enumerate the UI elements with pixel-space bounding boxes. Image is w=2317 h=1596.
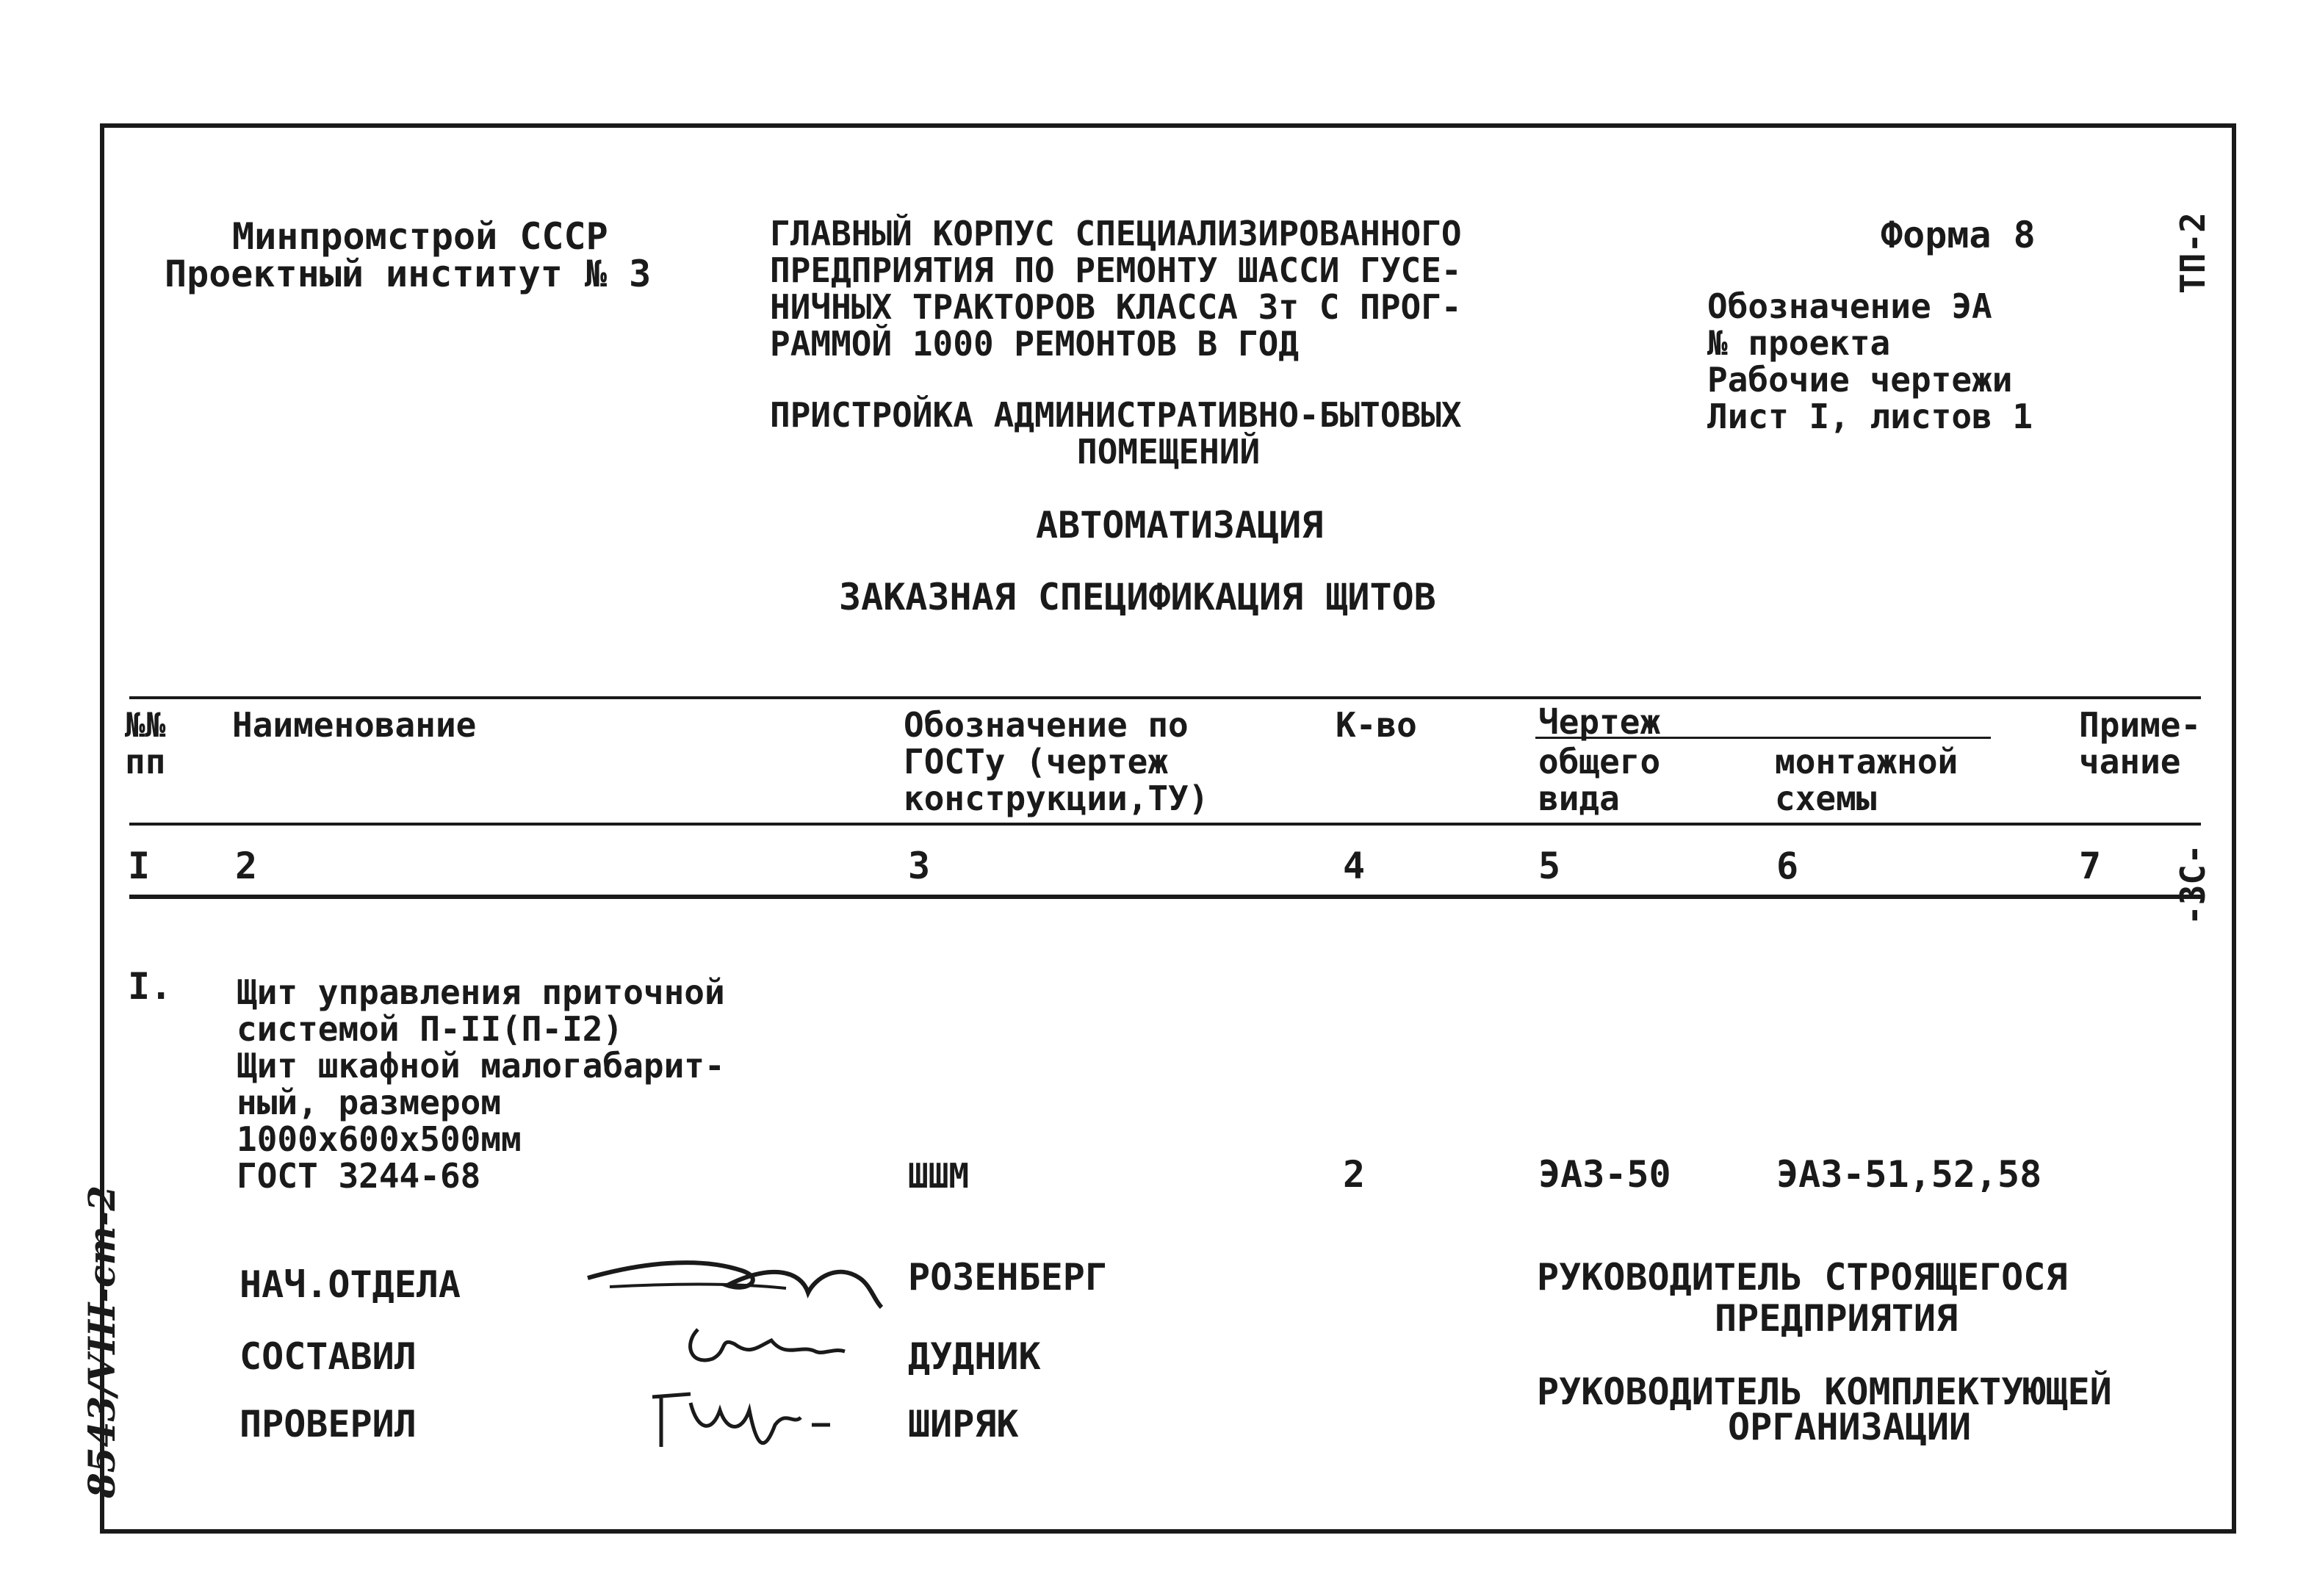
row-name-line: 1000х600х500мм — [237, 1119, 522, 1159]
compiled-label: СОСТАВИЛ — [239, 1335, 417, 1378]
index-cell: 4 — [1343, 845, 1366, 887]
col-header-general: вида — [1538, 779, 1620, 818]
builder-line2: ПРЕДПРИЯТИЯ — [1715, 1297, 1959, 1340]
index-cell: 6 — [1776, 845, 1799, 887]
row-name-line: ный, размером — [237, 1083, 502, 1122]
col-header-num: №№ — [125, 705, 166, 745]
right-margin-note: -ЗС- — [2173, 844, 2213, 925]
col-header-mount: монтажной — [1775, 742, 1959, 781]
index-cell: I — [128, 845, 151, 887]
title-block — [770, 215, 1462, 362]
head-name: РОЗЕНБЕРГ — [908, 1256, 1107, 1299]
supplier-line2: ОРГАНИЗАЦИИ — [1728, 1406, 1972, 1448]
row-gost: ШШМ — [908, 1156, 970, 1196]
col-header-gost: Обозначение по — [904, 705, 1189, 745]
row-name-line: системой П-II(П-I2) — [237, 1009, 624, 1049]
col-header-qty: К-во — [1336, 705, 1417, 745]
index-cell: 3 — [908, 845, 931, 887]
title-line: ПРЕДПРИЯТИЯ ПО РЕМОНТУ ШАССИ ГУСЕ- — [770, 250, 1462, 290]
index-cell: 5 — [1538, 845, 1561, 887]
designation: Обозначение ЭА — [1707, 286, 1992, 326]
left-margin-note: 8543/VIII-ст-2 — [80, 1185, 123, 1498]
head-label: НАЧ.ОТДЕЛА — [239, 1263, 461, 1306]
builder-line1: РУКОВОДИТЕЛЬ СТРОЯЩЕГОСЯ — [1537, 1256, 2068, 1299]
col-header-num: пп — [125, 742, 166, 781]
project-number: № проекта — [1707, 323, 1891, 363]
index-cell: 7 — [2079, 845, 2102, 887]
col-header-name: Наименование — [232, 705, 477, 745]
row-name-line: Щит управления приточной — [237, 972, 725, 1012]
section-title: АВТОМАТИЗАЦИЯ — [1036, 504, 1324, 546]
row-general-drawing: ЭА3-50 — [1538, 1153, 1671, 1196]
table-header-bottom-line — [129, 823, 2201, 826]
document-title: ЗАКАЗНАЯ СПЕЦИФИКАЦИЯ ЩИТОВ — [839, 576, 1436, 618]
working-drawings: Рабочие чертежи — [1707, 360, 2013, 400]
title-line: РАММОЙ 1000 РЕМОНТОВ В ГОД — [770, 324, 1300, 364]
sheet-info: Лист I, листов 1 — [1707, 397, 2033, 436]
head-signature — [580, 1234, 889, 1315]
col-header-note: Приме- — [2079, 705, 2202, 745]
col-header-general: общего — [1538, 742, 1661, 781]
index-row-bottom-line — [129, 895, 2201, 899]
checked-label: ПРОВЕРИЛ — [239, 1403, 417, 1445]
row-name-line: Щит шкафной малогабарит- — [237, 1046, 725, 1086]
org-line1: Минпромстрой СССР — [232, 215, 608, 258]
supplier-line1: РУКОВОДИТЕЛЬ КОМПЛЕКТУЮЩЕЙ — [1537, 1371, 2112, 1413]
title-line: НИЧНЫХ ТРАКТОРОВ КЛАССА 3т С ПРОГ- — [770, 287, 1462, 327]
checked-signature — [646, 1381, 837, 1462]
row-qty: 2 — [1343, 1153, 1366, 1196]
table-top-line — [129, 696, 2201, 699]
row-number: I. — [128, 965, 173, 1008]
index-cell: 2 — [235, 845, 258, 887]
compiled-signature — [676, 1315, 852, 1381]
compiled-name: ДУДНИК — [908, 1335, 1041, 1378]
title-line: ГЛАВНЫЙ КОРПУС СПЕЦИАЛИЗИРОВАННОГО — [770, 214, 1462, 253]
col-header-drawing: Чертеж — [1538, 702, 1661, 742]
checked-name: ШИРЯК — [908, 1403, 1019, 1445]
subtitle-line2: ПОМЕЩЕНИЙ — [1077, 432, 1261, 472]
col-header-gost: конструкции,ТУ) — [904, 779, 1209, 818]
form-number: Форма 8 — [1881, 214, 2036, 256]
row-name — [237, 974, 725, 1194]
side-mark: ТП-2 — [2173, 212, 2213, 294]
row-name-line: ГОСТ 3244-68 — [237, 1156, 481, 1196]
col-header-mount: схемы — [1775, 779, 1877, 818]
col-header-note: чание — [2079, 742, 2181, 781]
org-line2: Проектный институт № 3 — [165, 253, 652, 295]
col-header-gost: ГОСТу (чертеж — [904, 742, 1169, 781]
subtitle-line1: ПРИСТРОЙКА АДМИНИСТРАТИВНО-БЫТОВЫХ — [770, 395, 1462, 435]
row-mount-drawing: ЭА3-51,52,58 — [1776, 1153, 2042, 1196]
